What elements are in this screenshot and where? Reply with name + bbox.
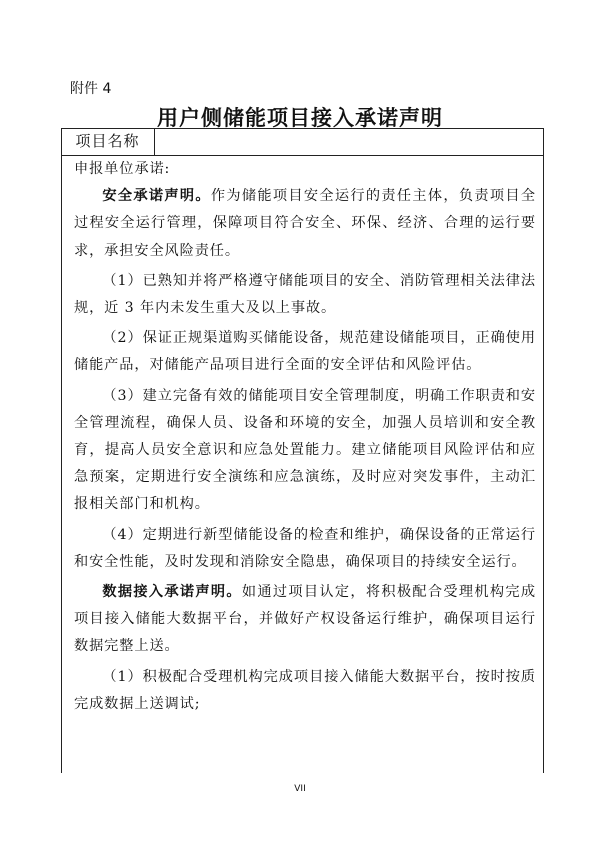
safety-statement xyxy=(74,183,536,265)
applicant-commit-line: 申报单位承诺: xyxy=(74,161,171,177)
safety-heading: 安全承诺声明。 xyxy=(102,188,211,205)
attachment-label: 附件 4 xyxy=(70,81,112,97)
safety-item: （2）保证正规渠道购买储能设备，规范建设储能项目，正确使用储能产品，对储能产品项目进行全面的安全评估和风险评估。 xyxy=(74,330,536,374)
data-statement xyxy=(74,579,536,661)
data-item: （1）积极配合受理机构完成项目接入储能大数据平台，按时按质完成数据上送调试; xyxy=(74,668,536,712)
safety-item: （4）定期进行新型储能设备的检查和维护，确保设备的正常运行和安全性能，及时发现和消除安全隐患，确保项目的持续安全运行。 xyxy=(74,526,536,570)
page-number: VII xyxy=(294,784,306,794)
data-heading: 数据接入承诺声明。 xyxy=(102,584,242,601)
project-name-label: 项目名称 xyxy=(61,128,155,155)
safety-intro: 作为储能项目安全运行的责任主体，负责项目全过程安全运行管理，保障项目符合安全、环保、经济、合理的运行要求，承担安全风险责任。 xyxy=(74,188,536,259)
document-title: 用户侧储能项目接入承诺声明 xyxy=(157,105,443,130)
commitment-body xyxy=(74,156,536,718)
safety-item: （3）建立完备有效的储能项目安全管理制度，明确工作职责和安全管理流程，确保人员、设备和环境的安全，加强人员培训和安全教育，提高人员安全意识和应急处置能力。建立储能项目风险评估和应急预案，定期进行安全演练和应急演练，及时应对突发事件，主动汇报相关部门和机构。 xyxy=(74,387,536,513)
project-name-row xyxy=(61,128,544,156)
safety-item: （1）已熟知并将严格遵守储能项目的安全、消防管理相关法律法规，近 3 年内未发生重大及以上事故。 xyxy=(74,272,536,317)
data-intro: 如通过项目认定，将积极配合受理机构完成项目接入储能大数据平台，并做好产权设备运行维护，确保项目运行数据完整上送。 xyxy=(74,584,536,655)
